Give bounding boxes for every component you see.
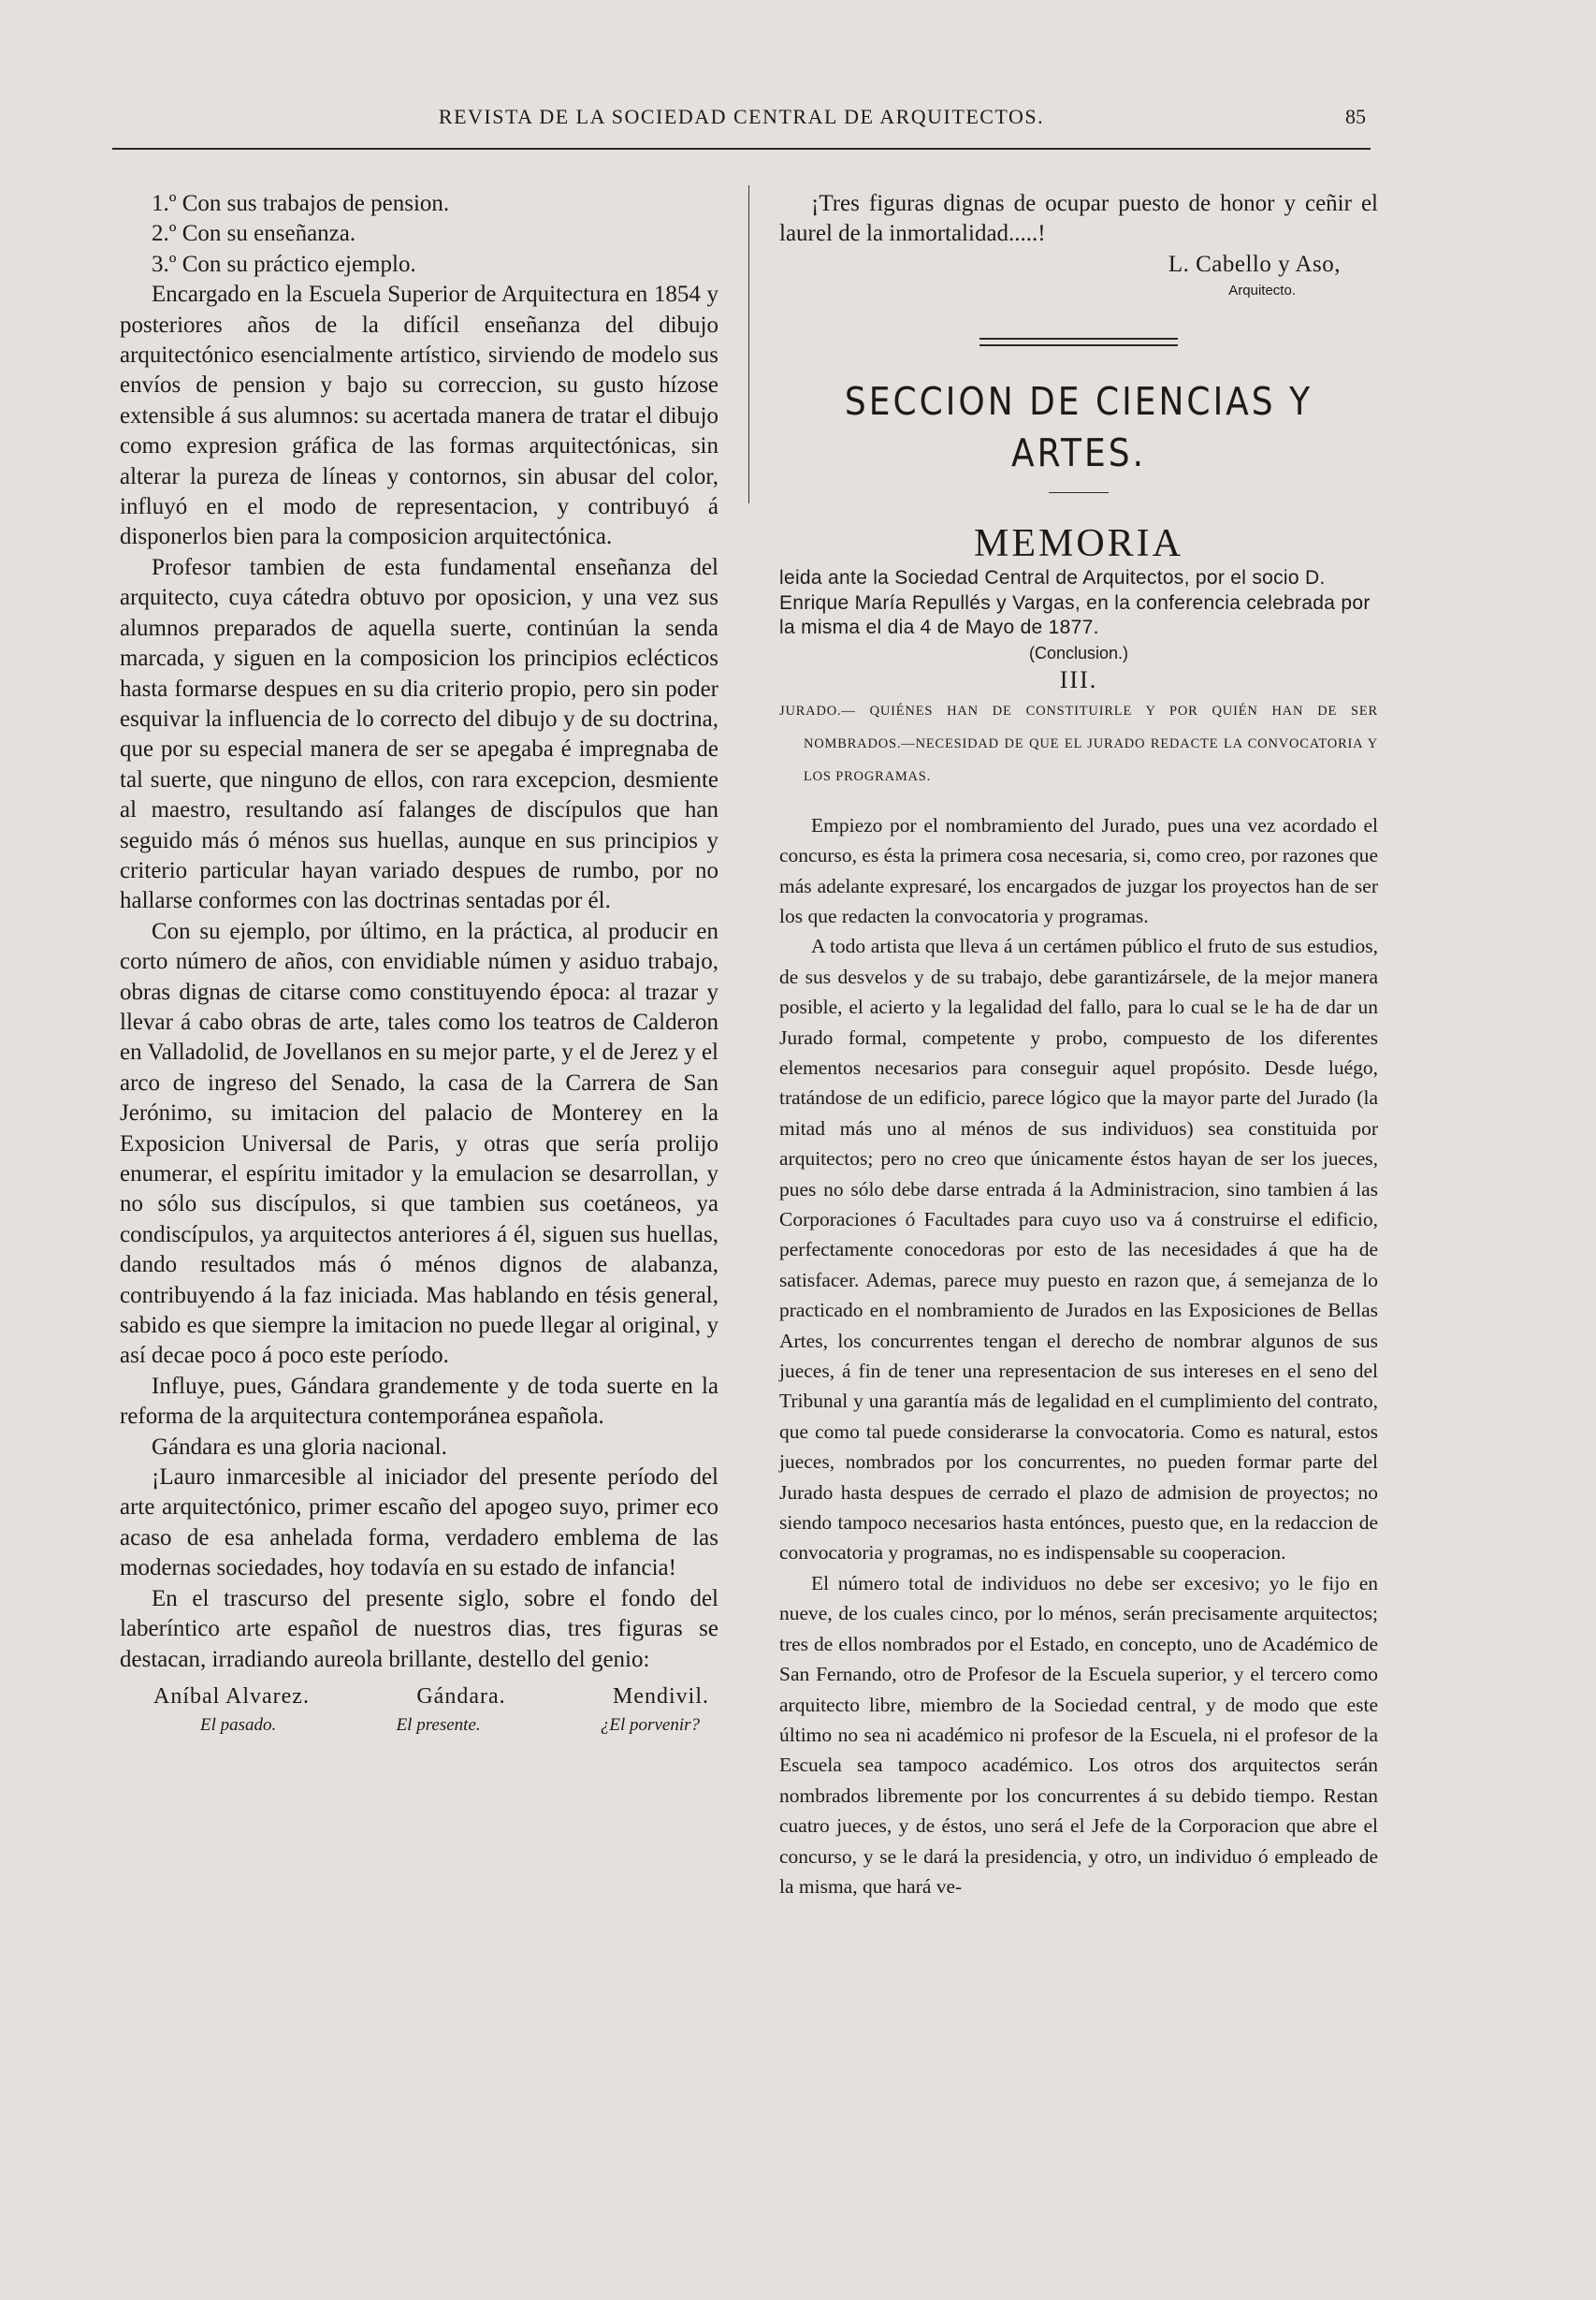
column-divider xyxy=(748,185,749,503)
author-title: Arquitecto. xyxy=(1228,283,1296,299)
architect-names-row xyxy=(120,1682,718,1710)
paragraph: Con su ejemplo, por último, en la práctica, al producir en corto número de años, con envidiable númen y asiduo trabajo, obras dignas de citarse como constituyendo época: al trazar y llevar á cabo obras de arte, tales como los teatros de Calderon en Valladolid, de Jovellanos en su mejor parte, y el de Jerez y el arco de ingreso del Senado, la casa de la Carrera de San Jerónimo, su imitacion del palacio de Monterey en la Exposicion Universal de Paris, y otras que sería prolijo enumerar, el espíritu imitador y la emulacion se desarrollan, y no sólo sus discípulos, si que tambien sus coetáneos, ya condiscípulos, ya arquitectos anteriores á él, siguen sus huellas, dando resultados más ó ménos dignos de alabanza, contribuyendo á la faz iniciada. Mas hablando en tésis general, sabido es que siempre la imitacion no puede llegar al original, y así decae poco á poco este período. xyxy=(120,918,718,1369)
paragraph: Profesor tambien de esta fundamental enseñanza del arquitecto, cuya cátedra obtuvo por oposicion, y una vez sus alumnos preparados de aquella suerte, continúan la senda marcada, y siguen en la composicion los principios eclécticos hasta formarse despues en su dia criterio propio, pero sin poder esquivar la influencia de lo correcto del dibujo y de su doctrina, que por su especial manera de ser se apegaba é impregnaba de tal suerte, que ninguno de ellos, con rara excepcion, desmiente al maestro, resultando así falanges de discípulos que han seguido más ó ménos sus huellas, aunque en sus principios y criterio particular hayan variado despues de rumbo, por no hallarse conformes con las doctrinas sentadas por él. xyxy=(120,554,718,914)
list-item: 2.º Con su enseñanza. xyxy=(152,221,356,247)
page-number: 85 xyxy=(1345,105,1366,128)
chapter-summary: JURADO.— QUIÉNES HAN DE CONSTITUIRLE Y POR QUIÉN HAN DE SER NOMBRADOS.—NECESIDAD DE QUE EL JURADO REDACTE LA CONVOCATORIA Y LOS PROGRAMAS. xyxy=(779,703,1378,784)
header-rule xyxy=(112,148,1371,150)
paragraph: ¡Lauro inmarcesible al iniciador del presente período del arte arquitectónico, primer escaño del apogeo suyo, primer eco acaso de esa anhelada forma, verdadero emblema de las modernas sociedades, hoy todavía en su estado de infancia! xyxy=(120,1464,718,1581)
epoch-label: El pasado. xyxy=(200,1714,277,1735)
paragraph: Influye, pues, Gándara grandemente y de toda suerte en la reforma de la arquitectura contemporánea española. xyxy=(120,1373,718,1430)
memoria-title: MEMORIA xyxy=(973,522,1183,566)
paragraph: El número total de individuos no debe ser excesivo; yo le fijo en nueve, de los cuales cinco, por lo ménos, serán precisamente arquitectos; tres de ellos nombrados por el Estado, en concepto, uno de Académico de San Fernando, otro de Profesor de la Escuela superior, y el tercero como arquitecto libre, miembro de la Sociedad central, y de modo que este último no sea ni académico ni profesor de la Escuela, ni el profesor de la Escuela sea tampoco académico. Los otros dos arquitectos serán nombrados libremente por los concurrentes á su debido tiempo. Restan cuatro jueces, y de éstos, uno será el Jefe de la Corporacion que abre el concurso, y se le dará la presidencia, y otro, un individuo ó empleado de la misma, que hará ve- xyxy=(779,1571,1378,1898)
epoch-label: ¿El porvenir? xyxy=(600,1714,700,1735)
section-separator xyxy=(979,338,1178,346)
epoch-labels-row xyxy=(120,1714,718,1737)
left-column xyxy=(120,189,718,1737)
paragraph: Gándara es una gloria nacional. xyxy=(152,1434,447,1460)
memoria-subtitle: leida ante la Sociedad Central de Arquitectos, por el socio D. Enrique María Repullés y Vargas, en la conferencia celebrada por la misma el dia 4 de Mayo de 1877. xyxy=(779,567,1371,639)
conclusion-note: (Conclusion.) xyxy=(1028,643,1129,662)
paragraph: Empiezo por el nombramiento del Jurado, pues una vez acordado el concurso, es ésta la primera cosa necesaria, si, como creo, por razones que más adelante expresaré, los encargados de juzgar los proyectos han de ser los que redacten la convocatoria y programas. xyxy=(779,813,1378,927)
author-signature: L. Cabello y Aso, xyxy=(1168,251,1341,277)
paragraph: En el trascurso del presente siglo, sobre el fondo del laberíntico arte español de nuestros dias, tres figuras se destacan, irradiando aureola brillante, destello del genio: xyxy=(120,1585,718,1672)
title-rule xyxy=(1049,492,1109,493)
list-item: 1.º Con sus trabajos de pension. xyxy=(152,191,450,216)
closing-paragraph: ¡Tres figuras dignas de ocupar puesto de honor y ceñir el laurel de la inmortalidad.....! xyxy=(779,191,1378,247)
spacer xyxy=(779,793,1378,810)
running-header-title: REVISTA DE LA SOCIEDAD CENTRAL DE ARQUITECTOS. xyxy=(438,105,1045,128)
chapter-number: III. xyxy=(1059,665,1098,693)
paragraph: Encargado en la Escuela Superior de Arquitectura en 1854 y posteriores años de la difícil enseñanza del dibujo arquitectónico esencialmente artístico, sirviendo de modelo sus envíos de pension y bajo su correccion, su gusto hízose extensible á sus alumnos: su acertada manera de tratar el dibujo como expresion gráfica de las formas arquitectónicas, sin alterar la pureza de líneas y contornos, sin abusar del color, influyó en el modo de representacion, y contribuyó á disponerlos bien para la composicion arquitectónica. xyxy=(120,282,718,550)
architect-name: Aníbal Alvarez. xyxy=(153,1683,310,1709)
paragraph: A todo artista que lleva á un certámen público el fruto de sus estudios, de sus desvelos y de su trabajo, debe garantizársele, de la mejor manera posible, el acierto y la legalidad del fallo, para lo cual se le ha de dar un Jurado formal, competente y probo, compuesto de los diferentes elementos necesarios para conseguir aquel propósito. Desde luégo, tratándose de un edificio, parece lógico que la mayor parte del Jurado (la mitad más uno al ménos de sus individuos) sea constituida por arquitectos; pero no creo que únicamente éstos hayan de ser los jueces, pues no sólo debe darse entrada á la Administracion, sino tambien á las Corporaciones ó Facultades para cuyo uso va á construirse el edificio, perfectamente conocedoras por esto de las necesidades á que ha de satisfacer. Ademas, parece muy puesto en razon que, á semejanza de lo practicado en el nombramiento de Jurados en las Exposiciones de Bellas Artes, los concurrentes tengan el derecho de nombrar algunos de sus jueces, á fin de tener una representacion de sus intereses en el seno del Tribunal y una garantía más de legalidad en el cumplimiento del contrato, que como tal puede considerarse la convocatoria. Como es natural, estos jueces, nombrados por los concurrentes, no pueden formar parte del Jurado hasta despues de cerrado el plazo de admision de proyectos; no siendo tampoco necesarios hasta entónces, puesto que, en la redaccion de convocatoria y programas, no es indispensable su cooperacion. xyxy=(779,935,1378,1565)
right-column xyxy=(779,189,1378,1901)
section-title: SECCION DE CIENCIAS Y ARTES. xyxy=(844,380,1313,476)
epoch-label: El presente. xyxy=(396,1714,481,1735)
architect-name: Gándara. xyxy=(416,1683,506,1709)
architect-name: Mendivil. xyxy=(612,1683,709,1709)
list-item: 3.º Con su práctico ejemplo. xyxy=(152,251,416,277)
